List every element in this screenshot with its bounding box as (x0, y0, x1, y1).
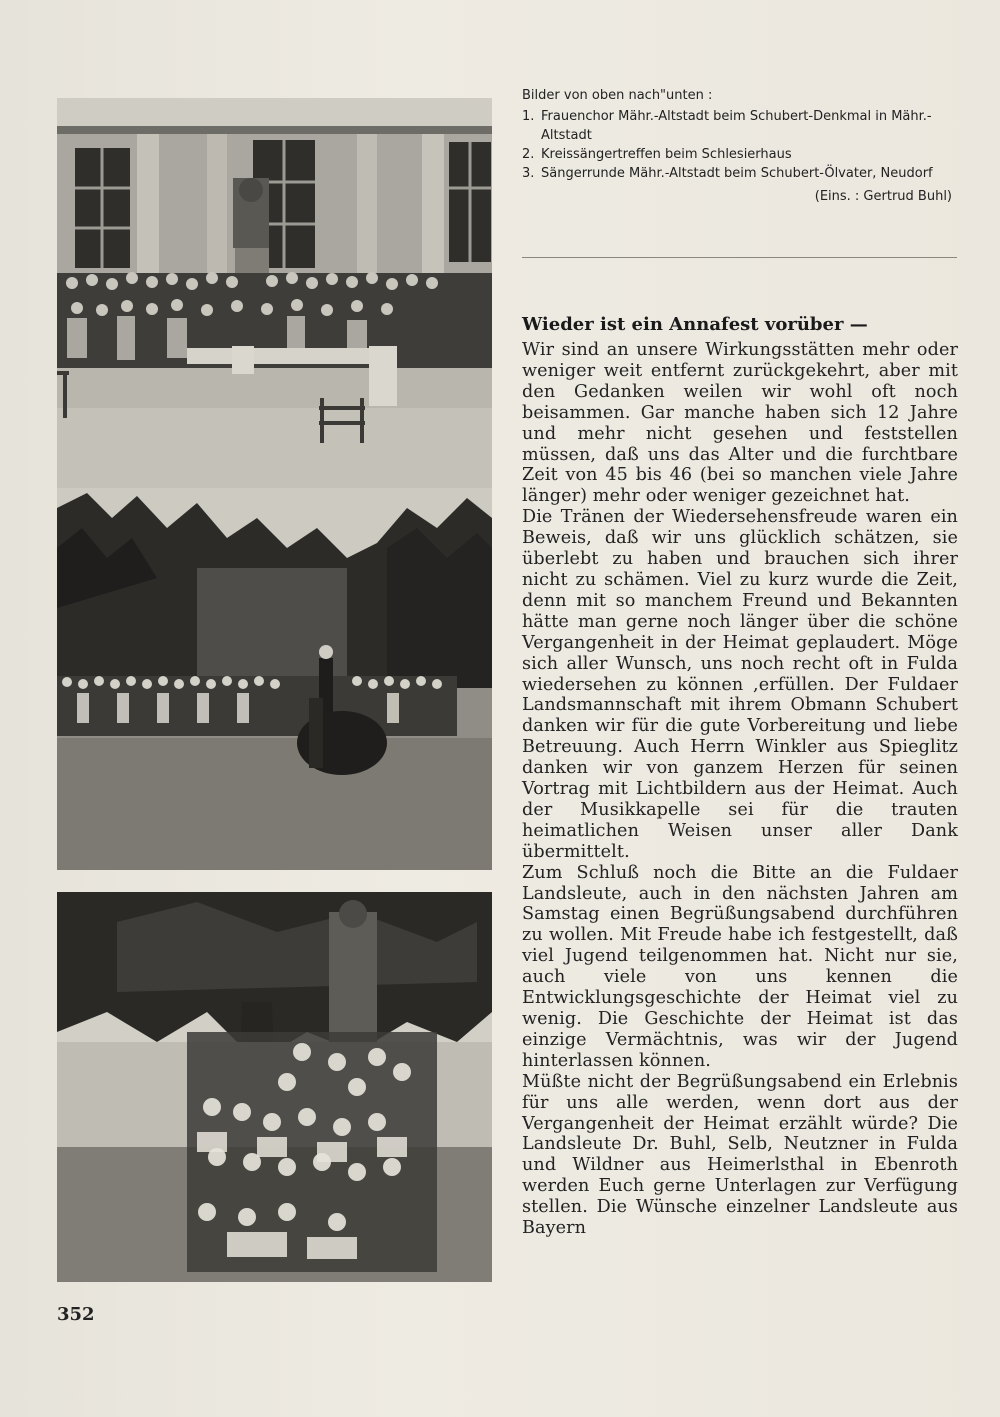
article (522, 314, 958, 1239)
article-title: Wieder ist ein Annafest vorüber — (522, 314, 868, 335)
photo-kreissaengertreffen (57, 488, 492, 870)
caption-heading: Bilder von oben nach"unten : (522, 88, 713, 103)
caption-list (522, 107, 952, 183)
photo-saengerrunde-image (57, 892, 492, 1282)
caption-credit: (Eins. : Gertrud Buhl) (814, 189, 952, 204)
caption-item (522, 145, 952, 164)
caption-item-number: 3. (522, 166, 535, 181)
article-paragraph: Müßte nicht der Begrüßungsabend ein Erlebnis für uns alle werden, wenn dort aus der Vergangenheit der Heimat erzählt würde? Die Landsleute Dr. Buhl, Selb, Neutzner in Fulda und Wildner aus Heimerlsthal in Ebenroth werden Euch gerne Unterlagen zur Verfügung stellen. Die Wünsche einzelner Landsleute aus Bayern (522, 1071, 958, 1239)
caption-item-text: Sängerrunde Mähr.-Altstadt beim Schubert-Ölvater, Neudorf (541, 166, 933, 181)
caption-item (522, 164, 952, 183)
photo-kreissaengertreffen-image (57, 488, 492, 870)
photo-caption (522, 86, 952, 206)
page-number: 352 (57, 1304, 95, 1325)
photo-saengerrunde-schubert-oelvater (57, 892, 492, 1282)
caption-item (522, 107, 952, 145)
photo-frauenchor-schubert-denkmal (57, 98, 492, 488)
article-paragraph: Die Tränen der Wiedersehensfreude waren ein Beweis, daß wir uns glücklich schätzen, sie überlebt zu haben und brauchen sich ihrer nicht zu schämen. Viel zu kurz wurde die Zeit, denn mit so manchem Freund und Bekannten hätte man gerne noch länger über die schöne Vergangenheit in der Heimat geplaudert. Möge sich aller Wunsch, uns noch recht oft in Fulda wiedersehen zu können ,erfüllen. Der Fuldaer Landsmannschaft mit ihrem Obmann Schubert danken wir für die gute Vorbereitung und liebe Betreuung. Auch Herrn Winkler aus Spieglitz danken wir von ganzem Herzen für seinen Vortrag mit Lichtbildern aus der Heimat. Auch der Musikkapelle sei für die trauten heimatlichen Weisen unser aller Dank übermittelt. (522, 507, 958, 862)
caption-item-text: Kreissängertreffen beim Schlesierhaus (541, 147, 792, 162)
caption-item-number: 2. (522, 147, 535, 162)
section-divider (522, 257, 957, 258)
caption-item-number: 1. (522, 109, 535, 124)
photo-frauenchor-image (57, 98, 492, 488)
article-paragraph: Zum Schluß noch die Bitte an die Fuldaer Landsleute, auch in den nächsten Jahren am Samstag einen Begrüßungsabend durchführen zu wollen. Mit Freude habe ich festgestellt, daß viel Jugend teilgenommen hat. Nicht nur sie, auch viele von uns kennen die Entwicklungsgeschichte der Heimat viel zu wenig. Die Geschichte der Heimat ist das einzige Vermächtnis, was wir der Jugend hinterlassen können. (522, 862, 958, 1071)
article-paragraph: Wir sind an unsere Wirkungsstätten mehr oder weniger weit entfernt zurückgekehrt, aber mit den Gedanken weilen wir wohl oft noch beisammen. Gar manche haben sich 12 Jahre und mehr nicht gesehen und feststellen müssen, daß uns das Alter und die furchtbare Zeit von 45 bis 46 (bei so manchen viele Jahre länger) mehr oder weniger gezeichnet hat. (522, 340, 958, 507)
caption-item-text: Frauenchor Mähr.-Altstadt beim Schubert-Denkmal in Mähr.-Altstadt (541, 109, 932, 143)
article-body (522, 340, 958, 1239)
